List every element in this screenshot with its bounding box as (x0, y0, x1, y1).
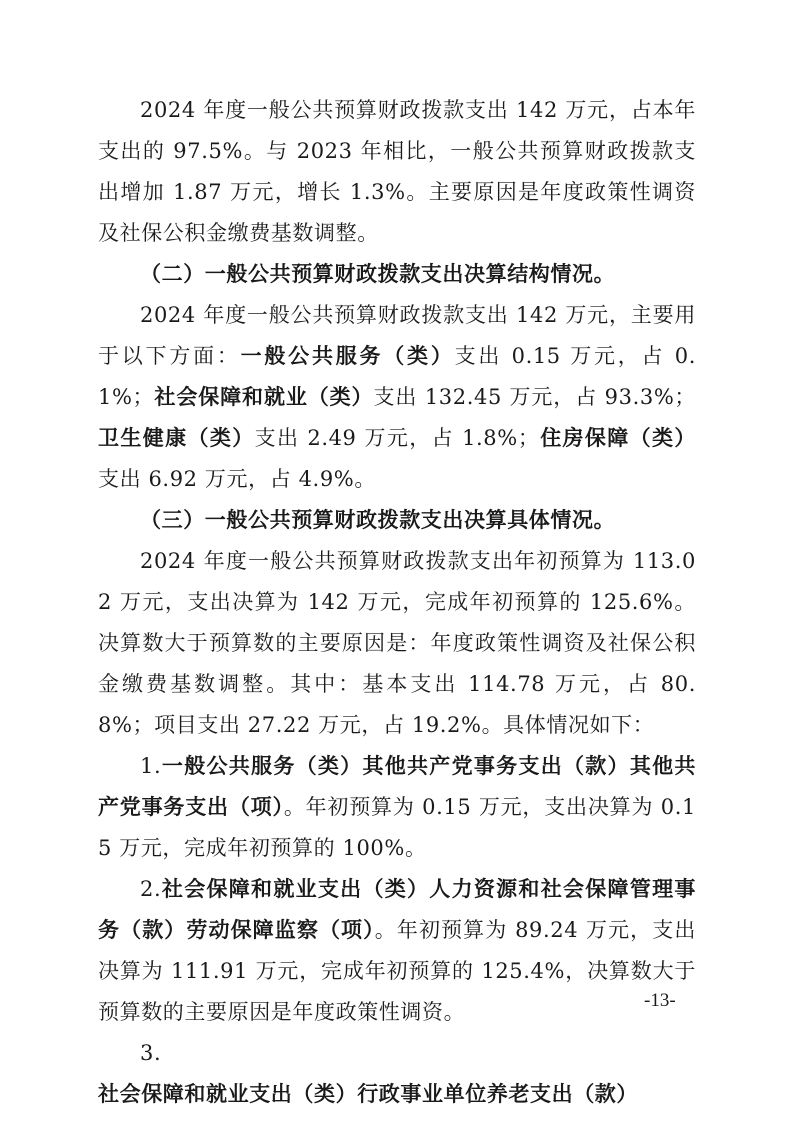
list-item-2-number: 2. (140, 877, 162, 901)
document-body (98, 90, 696, 1115)
paragraph-expenditure-summary: 2024 年度一般公共预算财政拨款支出 142 万元，占本年支出的 97.5%。与 2023 年相比，一般公共预算财政拨款支出增加 1.87 万元，增长 1.3%。主要原因是年度政策性调资及社保公积金缴费基数调整。 (98, 98, 696, 245)
category-health: 卫生健康（类） (98, 426, 255, 450)
list-item-3-number: 3. (140, 1041, 162, 1065)
category-general-public-services: 一般公共服务（类） (240, 344, 455, 368)
list-item-3 (98, 1033, 696, 1115)
paragraph-details: 2024 年度一般公共预算财政拨款支出年初预算为 113.02 万元，支出决算为 142 万元，完成年初预算的 125.6%。决算数大于预算数的主要原因是：年度政策性调资及社保公积金缴费基数调整。其中：基本支出 114.78 万元，占 80.8%；项目支出 27.22 万元，占 19.2%。具体情况如下： (98, 549, 696, 737)
heading-structure: （二）一般公共预算财政拨款支出决算结构情况。 (140, 262, 616, 286)
list-item-1-title: 一般公共服务（类）其他共产党事务支出（款）其他共产党事务支出（项） (98, 754, 696, 819)
heading-details: （三）一般公共预算财政拨款支出决算具体情况。 (140, 508, 616, 532)
category-social-security-amount: 支出 132.45 万元，占 93.3%； (373, 385, 696, 409)
list-item-1-number: 1. (140, 754, 162, 778)
list-item-3-title: 社会保障和就业支出（类）行政事业单位养老支出（款） (98, 1082, 638, 1106)
category-general-public-services-amount: 支出 0.15 万元，占 0.1%； (98, 344, 696, 409)
list-item-1 (98, 746, 696, 869)
list-item-2-title: 社会保障和就业支出（类）人力资源和社会保障管理事务（款）劳动保障监察（项） (98, 877, 696, 942)
list-item-2 (98, 869, 696, 1033)
category-social-security: 社会保障和就业（类） (154, 385, 374, 409)
structure-intro: 2024 年度一般公共预算财政拨款支出 142 万元，主要用于以下方面： (98, 303, 696, 368)
category-housing-amount: 支出 6.92 万元，占 4.9%。 (98, 467, 376, 491)
category-health-amount: 支出 2.49 万元，占 1.8%； (254, 426, 540, 450)
list-item-1-text: 。年初预算为 0.15 万元，支出决算为 0.15 万元，完成年初预算的 100%。 (98, 795, 696, 860)
paragraph-structure (98, 295, 696, 500)
list-item-2-text: 。年初预算为 89.24 万元，支出决算为 111.91 万元，完成年初预算的 125.4%，决算数大于预算数的主要原因是年度政策性调资。 (98, 918, 696, 1024)
page-number: -13- (644, 990, 676, 1011)
category-housing: 住房保障（类） (539, 426, 696, 450)
